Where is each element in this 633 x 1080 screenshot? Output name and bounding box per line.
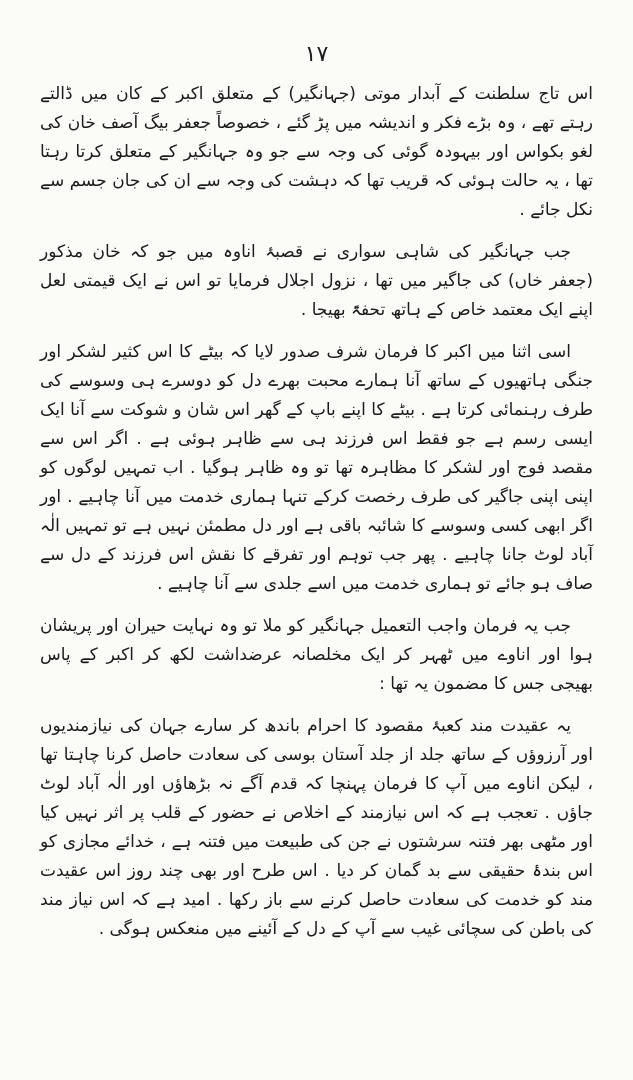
paragraph-4: جب یہ فرمان واجب التعمیل جہانگیر کو ملا تو وہ نہایت حیران اور پریشان ہوا اور اناوے میں ٹھہر کر ایک مخلصانہ عرضداشت لکھ کر اکبر کے پاس بھیجی جس کا مضمون یہ تھا :	[40, 616, 593, 694]
paragraph-3: اسی اثنا میں اکبر کا فرمان شرف صدور لایا کہ بیٹے کا اس کثیر لشکر اور جنگی ہاتھیوں کے ساتھ آنا ہمارے محبت بھرے دل کو دوسرے ہی وسوسے کی طرف رہنمائی کرتا ہے . بیٹے کا اپنے باپ کے گھر اس شان و شوکت سے آنا ایک ایسی رسم ہے جو فقط اس فرزند ہی سے ظاہر ہوئی ہے . اگر اس سے مقصد فوج اور لشکر کا مظاہرہ تھا تو وہ ظاہر ہوگیا . اب تمہیں لوگوں کو اپنی اپنی جاگیر کی طرف رخصت کرکے تنہا ہماری خدمت میں آنا چاہیے . اور اگر ابھی کسی وسوسے کا شائبہ باقی ہے اور دل مطمئن نہیں ہے تو تمہیں الٰہ آباد لوٹ جانا چاہیے . پھر جب توہم اور تفرقے کا نقش اس فرزند کے دل سے صاف ہو جائے تو ہماری خدمت میں اسے جلدی سے آنا چاہیے .	[40, 342, 593, 594]
page-body	[40, 80, 593, 944]
quoted-letter-paragraph: یہ عقیدت مند کعبۂ مقصود کا احرام باندھ کر سارے جہان کی نیازمندیوں اور آرزوؤں کے ساتھ جلد از جلد آستان بوسی کی سعادت حاصل کرنا چاہتا تھا ، لیکن اناوے میں آپ کا فرمان پہنچا کہ قدم آگے نہ بڑھاؤں اور الٰہ آباد لوٹ جاؤں . تعجب ہے کہ اس نیازمند کے اخلاص نے حضور کے قلب پر اثر نہیں کیا اور مٹھی بھر فتنہ سرشتوں نے جن کی طبیعت میں فتنہ ہے ، خدائے مجازی کو اس بندۂ حقیقی سے بد گمان کر دیا . اس طرح اور بھی چند روز اس عقیدت مند کو خدمت کی سعادت حاصل کرنے سے باز رکھا . امید ہے کہ اس نیاز مند کی باطن کی سچائی غیب سے آپ کے دل کے آئینے میں منعکس ہوگی .	[40, 716, 593, 939]
paragraph-2: جب جہانگیر کی شاہی سواری نے قصبۂ اناوہ میں جو کہ خان مذکور (جعفر خاں) کی جاگیر میں تھا ، نزول اجلال فرمایا تو اس نے ایک قیمتی لعل اپنے ایک معتمد خاص کے ہاتھ تحفۃً بھیجا .	[40, 242, 593, 320]
page-number: ۱۷	[304, 42, 329, 67]
paragraph-1: اس تاج سلطنت کے آبدار موتی (جہانگیر) کے متعلق اکبر کے کان میں ڈالتے رہتے تھے ، وہ بڑے فکر و اندیشہ میں پڑ گئے ، خصوصاً جعفر بیگ آصف خان کی لغو بکواس اور بیہودہ گوئی کی وجہ سے جو وہ جہانگیر کے متعلق کرتا رہتا تھا ، یہ حالت ہوئی کہ قریب تھا کہ دہشت کی وجہ سے ان کی جان جسم سے نکل جائے .	[40, 84, 593, 220]
